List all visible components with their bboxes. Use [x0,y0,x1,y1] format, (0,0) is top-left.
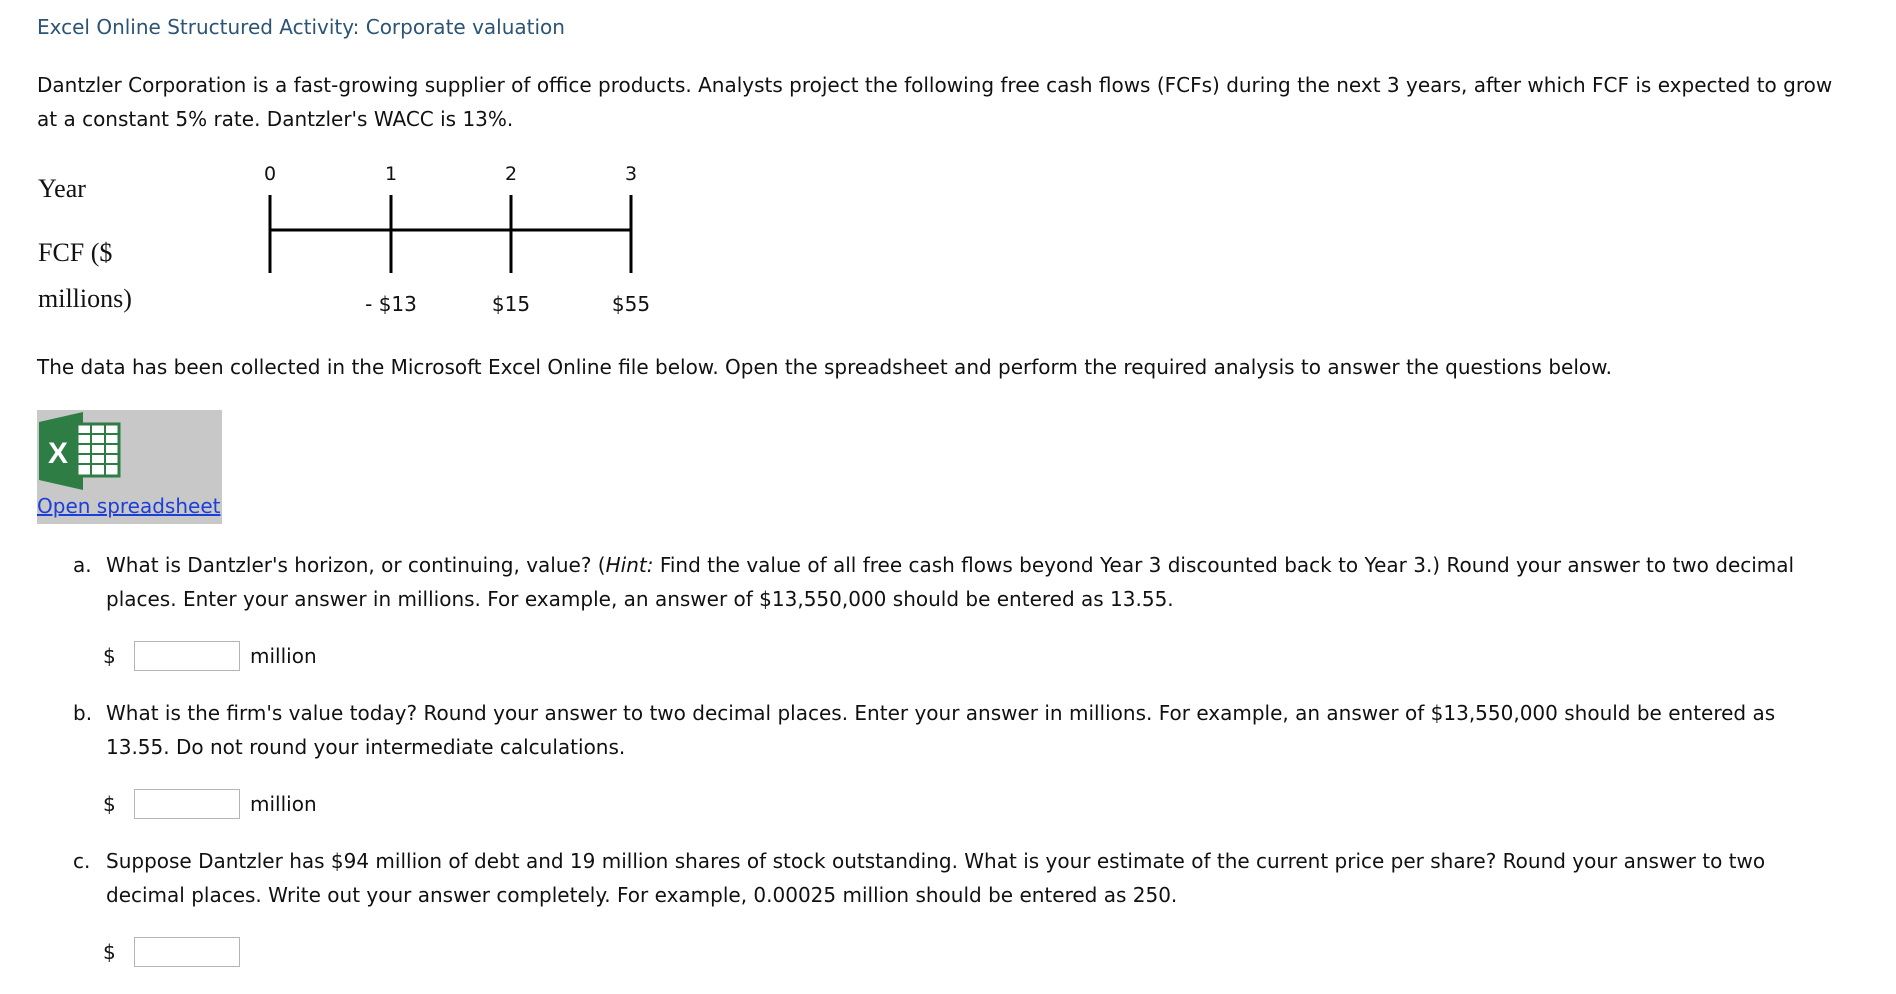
question-a-text-line2: places. Enter your answer in millions. For example, an answer of $13,550,000 should be entered as 13.55. [106,587,1174,611]
question-c-text-line2: decimal places. Write out your answer completely. For example, 0.00025 million should be entered as 250. [106,883,1178,907]
question-a-letter: a. [73,553,92,577]
answer-c-input[interactable] [134,937,240,967]
timeline-year-3: 3 [624,163,638,185]
open-spreadsheet-link[interactable]: Open spreadsheet [37,494,221,518]
timeline-year-0: 0 [263,163,277,185]
activity-title: Excel Online Structured Activity: Corporate valuation [37,15,565,39]
problem-intro: Dantzler Corporation is a fast-growing supplier of office products. Analysts project the following free cash flows (FCFs) during the next 3 years, after which FCF is expected to grow at a constant 5% rate. Dantzler's WACC is 13%. [37,73,1833,131]
question-c-letter: c. [73,849,91,873]
question-a-text-rest: Find the value of all free cash flows beyond Year 3 discounted back to Year 3.) Round your answer to two decimal [653,553,1795,577]
question-c-text-line1: Suppose Dantzler has $94 million of debt and 19 million shares of stock outstanding. What is your estimate of the current price per share? Round your answer to two [106,849,1766,873]
question-a-text-start: What is Dantzler's horizon, or continuing, value? ( [106,553,606,577]
question-a-currency: $ [103,644,116,668]
timeline-year-2: 2 [504,163,518,185]
question-b-letter: b. [73,701,93,725]
question-c-text [106,844,1866,912]
question-a-hint-label: Hint: [605,553,654,577]
question-b-unit: million [250,792,317,816]
svg-text:X: X [48,437,69,470]
excel-icon [37,410,127,492]
data-instructions: The data has been collected in the Microsoft Excel Online file below. Open the spreadsheet and perform the required analysis to answer the questions below. [37,355,1612,379]
question-a-unit: million [250,644,317,668]
timeline-fcf-3: $55 [611,292,651,316]
timeline-fcf-1: - $13 [365,292,417,316]
cash-flow-timeline [0,0,700,290]
question-b-text [106,696,1866,764]
answer-b-input[interactable] [134,789,240,819]
year-label: Year [38,174,86,203]
answer-a-input[interactable] [134,641,240,671]
fcf-label-line2: millions) [38,284,132,313]
timeline-year-1: 1 [384,163,398,185]
fcf-label-line1: FCF ($ [38,238,113,267]
question-c-currency: $ [103,940,116,964]
question-b-text-line2: 13.55. Do not round your intermediate calculations. [106,735,626,759]
question-b-currency: $ [103,792,116,816]
question-a-text [106,548,1866,616]
timeline-fcf-2: $15 [491,292,531,316]
question-b-text-line1: What is the firm's value today? Round your answer to two decimal places. Enter your answer in millions. For example, an answer of $13,550,000 should be entered as [106,701,1776,725]
